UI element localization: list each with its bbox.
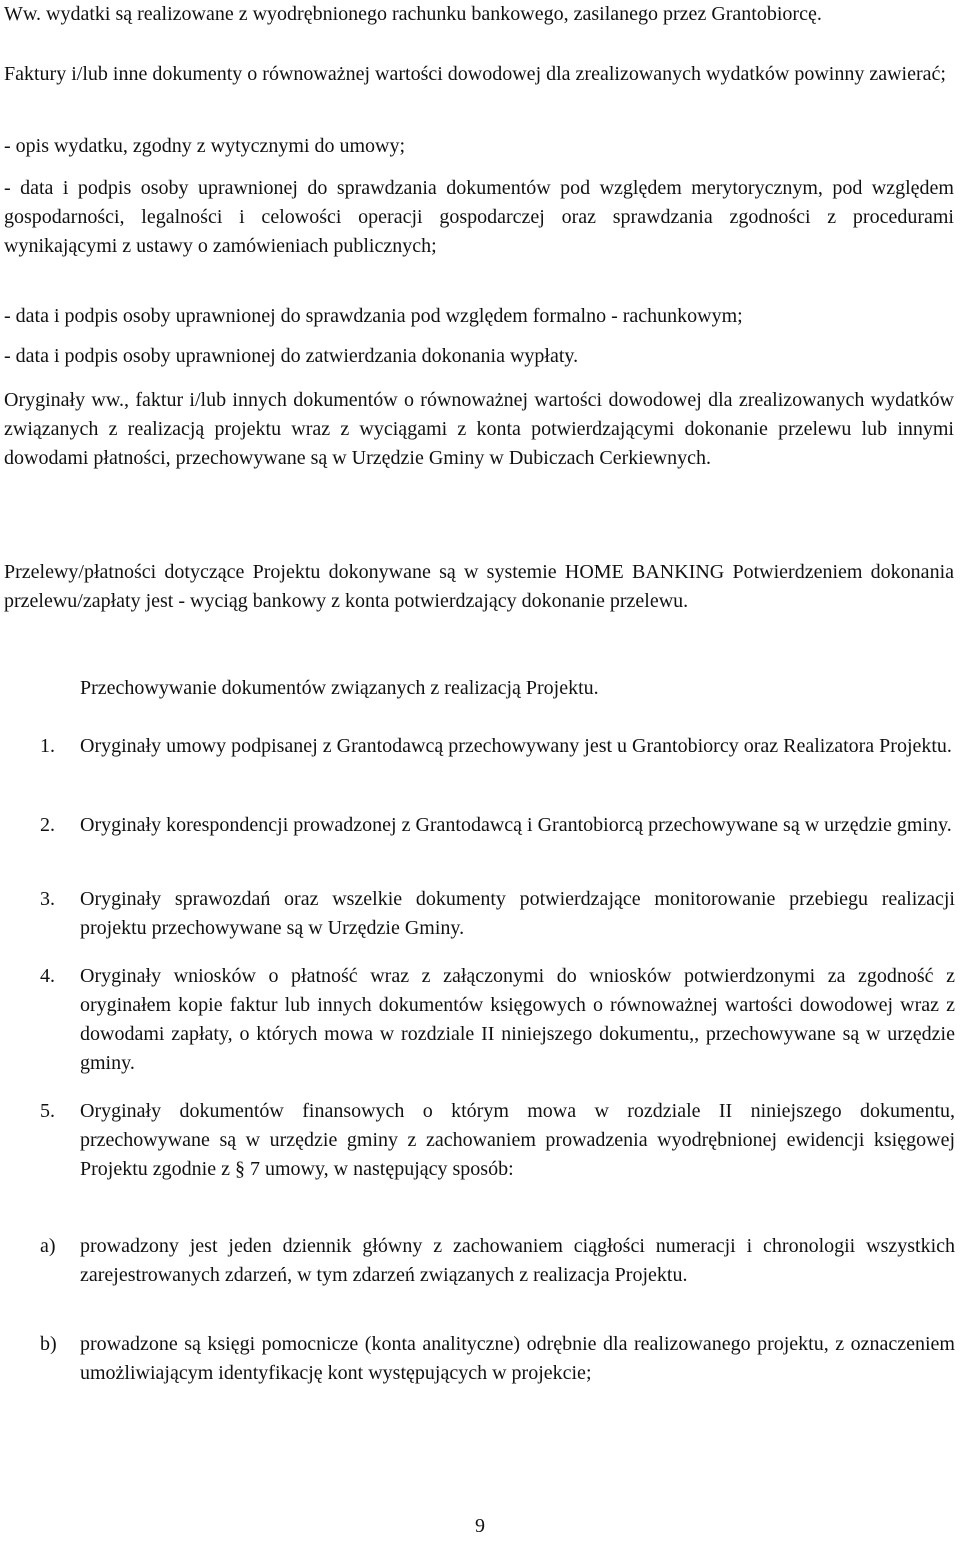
item-text: Oryginały dokumentów finansowych o którym mowa w rozdziale II niniejszego dokumentu, przechowywane są w urzędzie gminy z zachowaniem prowadzenia wyodrębnionej ewidencji księgowej Projektu zgodnie z § 7 umowy, w następujący sposób: bbox=[80, 1100, 955, 1180]
paragraph-invoice-requirements: Faktury i/lub inne dokumenty o równoważnej wartości dowodowej dla zrealizowanych wydatków powinny zawierać; bbox=[4, 63, 946, 85]
item-text: Oryginały korespondencji prowadzonej z Grantodawcą i Grantobiorcą przechowywane są w urzędzie gminy. bbox=[80, 814, 952, 836]
item-text: Oryginały umowy podpisanej z Grantodawcą przechowywany jest u Grantobiorcy oraz Realizatora Projektu. bbox=[80, 735, 952, 757]
requirement-formal-check-signature: - data i podpis osoby uprawnionej do sprawdzania pod względem formalno - rachunkowym; bbox=[4, 305, 743, 327]
item-text: Oryginały wniosków o płatność wraz z załączonymi do wniosków potwierdzonymi za zgodność z oryginałem kopie faktur lub innych dokumentów księgowych o równoważnej wartości dowodowej wraz z dowodami zapłaty, o których mowa w rozdziale II niniejszego dokumentu,, przechowywane są w urzędzie gminy. bbox=[80, 965, 955, 1074]
paragraph-home-banking: Przelewy/płatności dotyczące Projektu dokonywane są w systemie HOME BANKING Potwierdzeniem dokonania przelewu/zapłaty jest - wyciąg bankowy z konta potwierdzający dokonanie przelewu. bbox=[4, 561, 954, 612]
requirement-expense-description: - opis wydatku, zgodny z wytycznymi do umowy; bbox=[4, 135, 406, 157]
page-number: 9 bbox=[475, 1515, 485, 1537]
item-marker: 3. bbox=[40, 888, 55, 910]
item-text: prowadzone są księgi pomocnicze (konta analityczne) odrębnie dla realizowanego projektu, z oznaczeniem umożliwiającym identyfikację kont występujących w projekcie; bbox=[80, 1333, 955, 1384]
item-text: prowadzony jest jeden dziennik główny z zachowaniem ciągłości numeracji i chronologii wszystkich zarejestrowanych zdarzeń, w tym zdarzeń związanych z realizacja Projektu. bbox=[80, 1235, 955, 1286]
item-marker: b) bbox=[40, 1333, 57, 1355]
item-marker: 1. bbox=[40, 735, 55, 757]
requirement-merit-check-signature: - data i podpis osoby uprawnionej do sprawdzania dokumentów pod względem merytorycznym, pod względem gospodarności, legalności i celowości operacji gospodarczej oraz sprawdzania zgodności z procedurami wynikającymi z ustawy o zamówieniach publicznych; bbox=[4, 177, 954, 257]
item-text: Oryginały sprawozdań oraz wszelkie dokumenty potwierdzające monitorowanie przebiegu realizacji projektu przechowywane są w Urzędzie Gminy. bbox=[80, 888, 955, 939]
item-marker: a) bbox=[40, 1235, 56, 1257]
item-marker: 4. bbox=[40, 965, 55, 987]
paragraph-bank-account: Ww. wydatki są realizowane z wyodrębnionego rachunku bankowego, zasilanego przez Grantobiorcę. bbox=[4, 3, 822, 25]
requirement-payment-approval-signature: - data i podpis osoby uprawnionej do zatwierdzania dokonania wypłaty. bbox=[4, 345, 579, 367]
item-marker: 2. bbox=[40, 814, 55, 836]
section-heading: Przechowywanie dokumentów związanych z realizacją Projektu. bbox=[80, 677, 599, 699]
paragraph-originals-storage: Oryginały ww., faktur i/lub innych dokumentów o równoważnej wartości dowodowej dla zrealizowanych wydatków związanych z realizacją projektu wraz z wyciągami z konta potwierdzającymi dokonanie przelewu lub innymi dowodami płatności, przechowywane są w Urzędzie Gminy w Dubiczach Cerkiewnych. bbox=[4, 389, 954, 469]
item-marker: 5. bbox=[40, 1100, 55, 1122]
